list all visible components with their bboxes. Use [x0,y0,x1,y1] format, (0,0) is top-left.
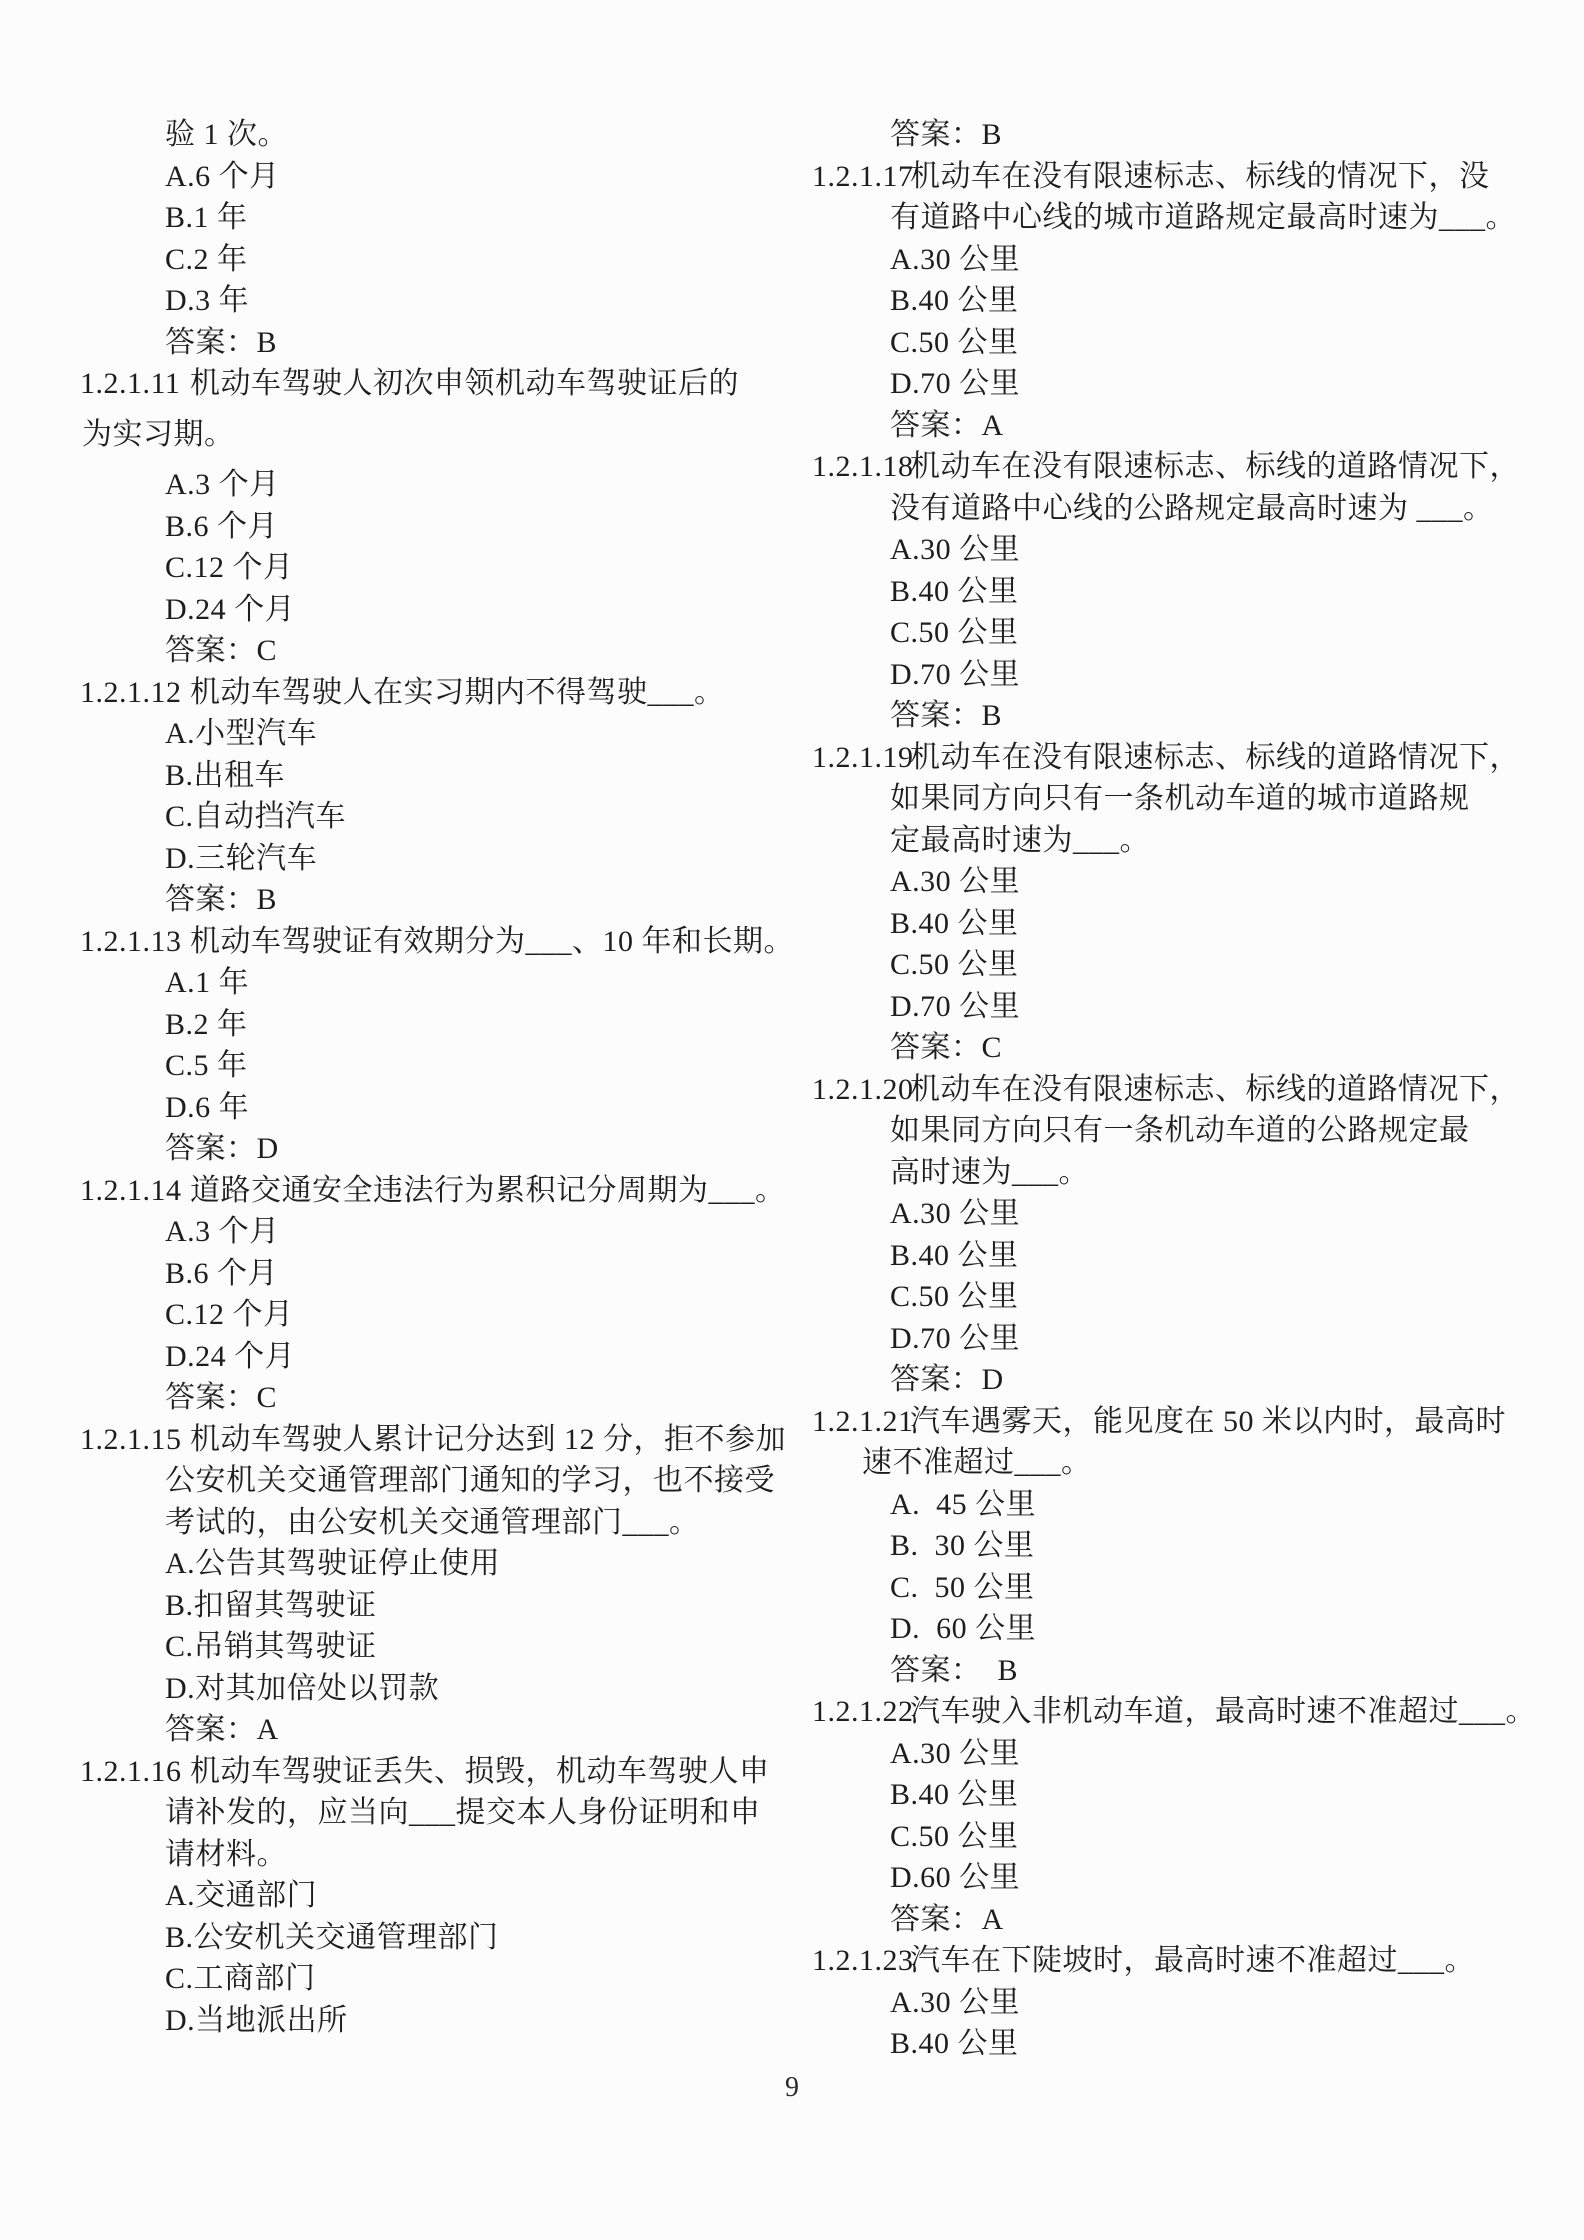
option-line: C. 50 公里 [890,1570,1035,1604]
question-number: 1.2.1.23 [812,1944,914,1977]
answer-line: 答案：C [165,1381,278,1414]
option-line: C.吊销其驾驶证 [165,1630,377,1663]
continuation-line: 请补发的，应当向___提交本人身份证明和申 [165,1796,761,1829]
option-line: C.2 年 [165,242,248,276]
option-line: D.三轮汽车 [165,841,318,875]
option-line: D.当地派出所 [165,2003,348,2037]
option-line: A.1 年 [165,966,250,999]
option-line: A.30 公里 [890,1985,1021,2019]
option-line: A.交通部门 [165,1879,318,1912]
option-line: B.出租车 [165,758,286,792]
continuation-line: 请材料。 [165,1837,287,1871]
option-line: B.2 年 [165,1007,248,1041]
option-line: B.6 个月 [165,509,279,543]
option-line: C.自动挡汽车 [165,800,347,833]
option-line: B.公安机关交通管理部门 [165,1920,499,1954]
question-text: 机动车在没有限速标志、标线的道路情况下， [910,450,1520,483]
question-line [80,1170,786,1212]
option-line: A.3 个月 [165,1215,280,1248]
answer-line: 答案：C [890,1031,1003,1064]
option-line: A.3 个月 [165,468,280,501]
question-number: 1.2.1.15 [80,1422,182,1456]
continuation-line: 如果同方向只有一条机动车道的公路规定最 [890,1114,1470,1147]
continuation-line: 有道路中心线的城市道路规定最高时速为___。 [890,201,1516,234]
question-line [80,1419,786,1461]
question-number: 1.2.1.20 [812,1072,914,1106]
question-text: 机动车驾驶证有效期分为___、10 年和长期。 [190,924,794,958]
answer-line: 答案：A [890,1902,1004,1936]
question-line [812,1401,1542,1443]
question-text: 机动车驾驶人在实习期内不得驾驶___。 [190,675,725,709]
continuation-line: 验 1 次。 [165,118,288,151]
question-text: 机动车驾驶人初次申领机动车驾驶证后的 [190,367,739,400]
continuation-line: 公安机关交通管理部门通知的学习，也不接受 [165,1464,775,1497]
option-line: D.70 公里 [890,367,1021,400]
question-line [80,1751,780,1793]
question-line [812,1691,1542,1733]
option-line: D.60 公里 [890,1861,1021,1894]
option-line: C.50 公里 [890,948,1019,981]
option-line: A.30 公里 [890,242,1021,276]
question-text: 道路交通安全违法行为累积记分周期为___。 [190,1173,786,1207]
option-line: B.40 公里 [890,1778,1019,1811]
answer-line: 答案：B [165,883,278,916]
option-line: A.小型汽车 [165,717,318,750]
option-line: B. 30 公里 [890,1529,1035,1562]
answer-line: 答案：C [165,634,278,667]
option-line: C.50 公里 [890,616,1019,649]
option-line: A.30 公里 [890,1736,1021,1770]
answer-line: 答案：B [890,118,1003,151]
question-number: 1.2.1.21 [812,1404,914,1438]
option-line: C.50 公里 [890,325,1019,359]
question-line [80,672,780,714]
answer-line: 答案：A [890,408,1004,442]
option-line: D.对其加倍处以罚款 [165,1671,440,1705]
option-line: B.扣留其驾驶证 [165,1588,377,1622]
question-number: 1.2.1.11 [80,367,181,400]
question-line [812,1940,1542,1982]
option-line: A.公告其驾驶证停止使用 [165,1547,501,1580]
right-column [812,114,1542,2065]
option-line: C.12 个月 [165,1298,294,1331]
option-line: A.30 公里 [890,1197,1021,1230]
answer-line: 答案：D [165,1132,279,1165]
question-line [812,1069,1542,1111]
option-line: C.50 公里 [890,1280,1019,1313]
continuation-line: 没有道路中心线的公路规定最高时速为 ___。 [890,491,1494,525]
question-number: 1.2.1.14 [80,1173,182,1207]
left-column [80,114,794,2041]
answer-line: 答案：B [890,699,1003,732]
option-line: A.6 个月 [165,159,280,193]
option-line: B.40 公里 [890,574,1019,608]
question-text: 机动车在没有限速标志、标线的道路情况下， [910,740,1520,774]
question-number: 1.2.1.17 [812,159,914,193]
answer-line: 答案： B [890,1653,1019,1687]
option-line: D.24 个月 [165,1339,296,1373]
question-text: 汽车在下陡坡时，最高时速不准超过___。 [910,1944,1475,1977]
option-line: D.6 年 [165,1090,250,1124]
question-number: 1.2.1.12 [80,675,182,709]
question-line [812,737,1542,779]
question-number: 1.2.1.18 [812,450,914,483]
continuation-line: 如果同方向只有一条机动车道的城市道路规 [890,782,1470,815]
option-line: B.40 公里 [890,2027,1019,2060]
continuation-line: 考试的，由公安机关交通管理部门___。 [165,1505,700,1539]
option-line: B.6 个月 [165,1256,279,1290]
option-line: B.40 公里 [890,906,1019,940]
option-line: D.24 个月 [165,592,296,626]
option-line: D.3 年 [165,284,250,317]
question-number: 1.2.1.13 [80,924,182,958]
option-line: A.30 公里 [890,533,1021,566]
question-line [812,446,1542,488]
question-number: 1.2.1.16 [80,1754,182,1788]
option-line: D. 60 公里 [890,1612,1037,1645]
question-number: 1.2.1.22 [812,1695,914,1728]
option-line: D.70 公里 [890,989,1021,1023]
answer-line: 答案：B [165,325,278,359]
question-number: 1.2.1.19 [812,740,914,774]
continuation-line: 高时速为___。 [890,1155,1089,1189]
question-text: 机动车驾驶证丢失、损毁，机动车驾驶人申 [190,1754,770,1788]
option-line: C.12 个月 [165,551,294,584]
option-line: D.70 公里 [890,1321,1021,1355]
option-line: D.70 公里 [890,657,1021,691]
option-line: C.50 公里 [890,1819,1019,1853]
question-text: 机动车在没有限速标志、标线的情况下，没 [910,159,1490,193]
question-line [80,921,794,963]
page-number: 9 [785,2072,799,2103]
question-text: 机动车在没有限速标志、标线的道路情况下， [910,1072,1520,1106]
question-text: 机动车驾驶人累计记分达到 12 分，拒不参加 [190,1422,786,1456]
option-line: A.30 公里 [890,865,1021,898]
continuation-line: 速不准超过___。 [862,1446,1092,1479]
option-line: B.1 年 [165,201,248,234]
question-text: 汽车遇雾天，能见度在 50 米以内时，最高时 [910,1404,1506,1438]
option-line: C.工商部门 [165,1962,316,1995]
question-text: 汽车驶入非机动车道，最高时速不准超过___。 [910,1695,1536,1728]
option-line: B.40 公里 [890,1238,1019,1272]
option-line: B.40 公里 [890,284,1019,317]
answer-line: 答案：A [165,1713,279,1746]
option-line: C.5 年 [165,1049,248,1082]
continuation-line: 为实习期。 [82,417,235,451]
question-line [812,156,1542,198]
option-line: A. 45 公里 [890,1487,1037,1521]
continuation-line: 定最高时速为___。 [890,823,1150,857]
answer-line: 答案：D [890,1363,1004,1396]
question-line [80,363,780,405]
